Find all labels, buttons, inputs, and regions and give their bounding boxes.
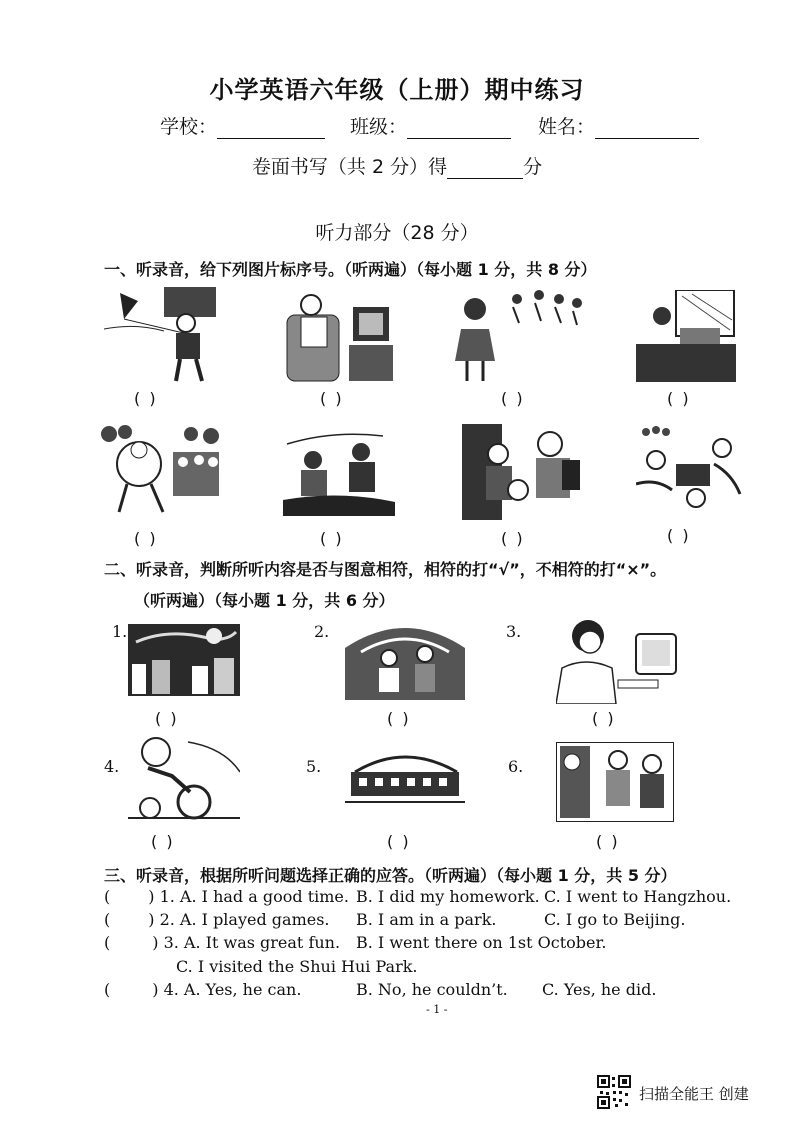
scanner-brand-text: 扫描全能王 创建 — [639, 1085, 749, 1103]
answer-blank[interactable]: ( ) — [501, 529, 525, 548]
option-b: B. I am in a park. — [356, 910, 497, 929]
fishing-icon — [283, 430, 395, 516]
option-b: B. I went there on 1st October. — [356, 933, 607, 952]
part3-heading: 三、听录音，根据所听问题选择正确的应答。（听两遍）（每小题 1 分，共 5 分） — [104, 866, 677, 885]
name-blank[interactable] — [595, 120, 699, 139]
cycling-boy-icon — [128, 732, 240, 822]
option-c: C. I visited the Shui Hui Park. — [176, 957, 418, 976]
answer-blank[interactable]: ( ) — [592, 709, 616, 728]
stadium-icon — [345, 742, 465, 808]
parade-icon — [99, 424, 223, 520]
night-city-icon — [128, 624, 240, 696]
answer-blank[interactable]: ( ) — [151, 832, 175, 851]
tv-watching-icon — [283, 285, 395, 385]
answer-blank[interactable]: ( ) — [320, 389, 344, 408]
school-field — [160, 112, 325, 139]
computer-girl-icon — [556, 614, 686, 704]
page-number: - 1 - — [426, 1003, 448, 1016]
kite-flying-icon — [104, 285, 220, 383]
item-number: 5. — [306, 757, 322, 776]
item-number: 6. — [508, 757, 524, 776]
part2-heading: 二、听录音，判断所听内容是否与图意相符，相符的打“√”，不相符的打“×”。 — [104, 560, 667, 579]
school-label: 学校： — [160, 116, 218, 138]
item-number: 4. — [104, 757, 120, 776]
option-c: C. I went to Hangzhou. — [544, 887, 732, 906]
answer-blank[interactable]: ( ) — [387, 709, 411, 728]
question-row: ( ) 4. A. Yes, he can. — [104, 980, 302, 999]
listening-section-title: 听力部分（28 分） — [315, 222, 479, 244]
hiking-icon — [462, 424, 584, 520]
option-b: B. I did my homework. — [356, 887, 540, 906]
answer-blank[interactable]: ( ) — [501, 389, 525, 408]
option-c: C. I go to Beijing. — [544, 910, 686, 929]
answer-blank[interactable]: ( ) — [387, 832, 411, 851]
option-c: C. Yes, he did. — [542, 980, 657, 999]
computer-desk-icon — [636, 290, 736, 382]
page-title: 小学英语六年级（上册）期中练习 — [209, 76, 585, 104]
phone-call-icon — [455, 285, 585, 385]
question-row: ( ) 3. A. It was great fun. — [104, 933, 341, 952]
park-visit-icon — [345, 618, 465, 700]
answer-blank[interactable]: ( ) — [596, 832, 620, 851]
class-field — [350, 112, 511, 139]
picnic-icon — [636, 424, 744, 516]
part1-heading: 一、听录音，给下列图片标序号。（听两遍）（每小题 1 分，共 8 分） — [104, 260, 597, 279]
class-label: 班级： — [350, 116, 408, 138]
answer-blank[interactable]: ( ) — [134, 529, 158, 548]
writing-score-blank[interactable] — [447, 160, 523, 179]
answer-blank[interactable]: ( ) — [155, 709, 179, 728]
answer-blank[interactable]: ( ) — [320, 529, 344, 548]
item-number: 1. — [112, 622, 128, 641]
item-number: 2. — [314, 622, 330, 641]
answer-blank[interactable]: ( ) — [134, 389, 158, 408]
part2-heading-cont: （听两遍）（每小题 1 分，共 6 分） — [134, 591, 395, 610]
answer-blank[interactable]: ( ) — [667, 526, 691, 545]
question-row: ( ) 2. A. I played games. — [104, 910, 330, 929]
family-door-icon — [556, 742, 674, 822]
writing-suffix: 分 — [523, 156, 543, 178]
school-blank[interactable] — [217, 120, 325, 139]
item-number: 3. — [506, 622, 522, 641]
writing-score-line — [0, 152, 794, 179]
name-label: 姓名： — [538, 116, 596, 138]
writing-label: 卷面书写（共 2 分）得 — [251, 156, 448, 178]
option-b: B. No, he couldn’t. — [356, 980, 508, 999]
qr-code-icon — [597, 1075, 631, 1109]
name-field — [538, 112, 699, 139]
class-blank[interactable] — [407, 120, 511, 139]
question-row: ( ) 1. A. I had a good time. — [104, 887, 349, 906]
answer-blank[interactable]: ( ) — [667, 389, 691, 408]
